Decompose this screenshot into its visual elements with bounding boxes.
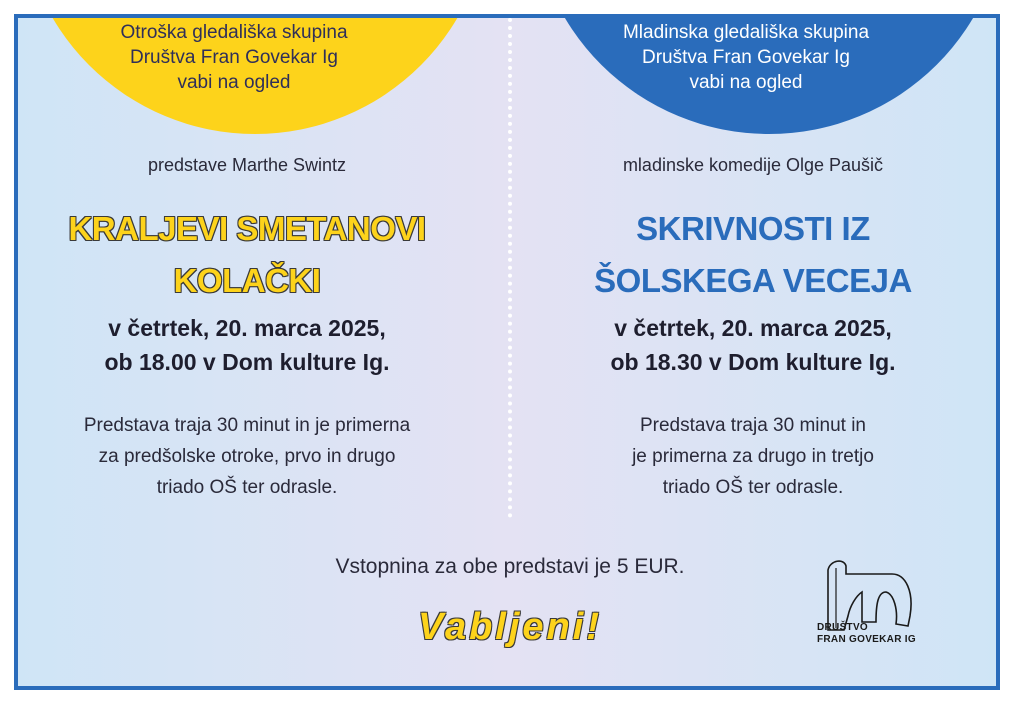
dotted-divider <box>508 18 512 518</box>
left-description <box>22 410 472 503</box>
right-title-line: ŠOLSKEGA VECEJA <box>594 262 912 299</box>
left-when-line: v četrtek, 20. marca 2025, <box>108 315 386 341</box>
left-desc-line: triado OŠ ter odrasle. <box>156 477 338 498</box>
right-when-line: ob 18.30 v Dom kulture Ig. <box>610 349 896 375</box>
right-desc-line: Predstava traja 30 minut in <box>639 415 866 436</box>
right-invite-line: Društva Fran Govekar Ig <box>641 47 851 68</box>
right-invite-line: Mladinska gledališka skupina <box>622 22 870 43</box>
left-desc-line: za predšolske otroke, prvo in drugo <box>98 446 396 467</box>
logo-caption-line: FRAN GOVEKAR IG <box>817 634 916 645</box>
right-title-line: SKRIVNOSTI IZ <box>636 210 870 247</box>
welcome-text: Vabljeni! <box>418 606 602 648</box>
left-desc-line: Predstava traja 30 minut in je primerna <box>83 415 411 436</box>
left-subtitle: predstave Marthe Swintz <box>147 155 347 175</box>
left-title-line: KRALJEVI SMETANOVI <box>68 210 426 247</box>
right-desc-line: triado OŠ ter odrasle. <box>662 477 844 498</box>
logo-caption-line: DRUŠTVO <box>817 622 868 633</box>
entrance-fee: Vstopnina za obe predstavi je 5 EUR. <box>335 555 685 578</box>
left-invite-line: vabi na ogled <box>177 72 291 93</box>
right-subtitle: mladinske komedije Olge Paušič <box>622 155 884 175</box>
left-invite-line: Otroška gledališka skupina <box>120 22 348 43</box>
right-desc-line: je primerna za drugo in tretjo <box>632 446 874 467</box>
left-date-time <box>22 311 472 379</box>
left-play-title <box>22 203 472 307</box>
left-invite-line: Društva Fran Govekar Ig <box>129 47 339 68</box>
right-invite-line: vabi na ogled <box>689 72 803 93</box>
right-play-title <box>528 203 978 307</box>
logo-caption <box>817 622 927 646</box>
right-description <box>528 410 978 503</box>
right-date-time <box>528 311 978 379</box>
right-invitation <box>596 20 896 95</box>
left-title-line: KOLAČKI <box>173 262 321 299</box>
left-when-line: ob 18.00 v Dom kulture Ig. <box>104 349 390 375</box>
right-when-line: v četrtek, 20. marca 2025, <box>614 315 892 341</box>
left-invitation <box>84 20 384 95</box>
